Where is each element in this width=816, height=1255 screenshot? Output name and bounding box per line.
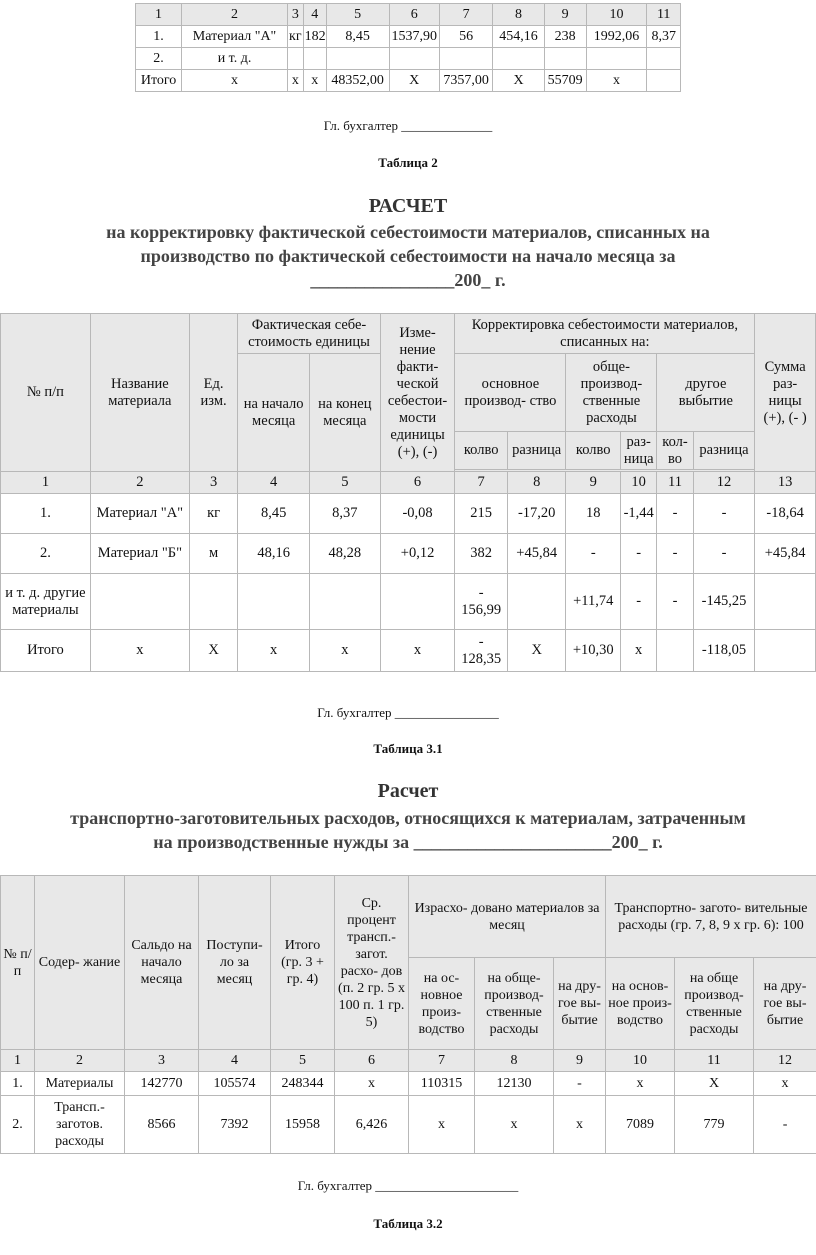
table-cell: -1,44 (621, 494, 657, 534)
table-cell (310, 574, 381, 630)
table-cell (586, 48, 647, 70)
header-diff: разница (507, 432, 566, 470)
table-cell: 1992,06 (586, 26, 647, 48)
table-cell: 8,37 (647, 26, 681, 48)
table-cell: 56 (439, 26, 492, 48)
table-cell: х (606, 1072, 675, 1096)
table-cell: 2. (136, 48, 182, 70)
column-number-row (1, 472, 816, 494)
column-number: 1 (1, 1050, 35, 1072)
column-number: 11 (675, 1050, 754, 1072)
table-row (1, 574, 816, 630)
table-header-cell: 2 (182, 4, 288, 26)
table-header-cell: 6 (389, 4, 439, 26)
table-cell: 1537,90 (389, 26, 439, 48)
table-cell (380, 574, 455, 630)
table-header-cell: 5 (326, 4, 389, 26)
column-number-row (1, 1050, 816, 1072)
table-cell: х (380, 630, 455, 672)
table-cell: -17,20 (507, 494, 566, 534)
header-num: № п/п (1, 314, 91, 472)
header-cost-change: Изме- нение факти- ческой себестои- мости единицы (+), (-) (380, 314, 455, 472)
table-caption: Таблица 3.1 (373, 741, 443, 756)
table-cell (326, 48, 389, 70)
table-cell (90, 574, 189, 630)
header-materials-spent: Израсхо- довано материалов за месяц (409, 876, 606, 958)
table-header-cell: 10 (586, 4, 647, 26)
table-cell: 2. (1, 1096, 35, 1154)
table-row (1, 534, 816, 574)
table-header-cell: 11 (647, 4, 681, 26)
table-cell: Х (507, 630, 566, 672)
table-cell: - (554, 1072, 606, 1096)
header-adjustment: Корректировка себестоимости материалов, списанных на: (455, 314, 755, 354)
subtitle-line: на корректировку фактической себестоимости материалов, списанных на (106, 222, 710, 242)
column-number: 3 (189, 472, 237, 494)
header-main-production: основное производ- ство (455, 354, 566, 432)
table-row (136, 48, 681, 70)
column-number: 1 (1, 472, 91, 494)
table-cell: - (657, 574, 693, 630)
table-cell (238, 574, 310, 630)
table-cell: х (554, 1096, 606, 1154)
column-number: 10 (621, 472, 657, 494)
table-cell: 1. (136, 26, 182, 48)
table-cell: 8,45 (238, 494, 310, 534)
table-cell: 15958 (271, 1096, 335, 1154)
table-cell: - 128,35 (455, 630, 508, 672)
header-avg-percent: Ср. процент трансп.- загот. расхо- дов (п. 2 гр. 5 х 100 п. 1 гр. 5) (335, 876, 409, 1050)
header-other-disposal: другое выбытие (657, 354, 755, 432)
table-cell: -145,25 (693, 574, 755, 630)
column-number: 12 (754, 1050, 816, 1072)
table-cell: Материал "А" (90, 494, 189, 534)
column-number: 9 (554, 1050, 606, 1072)
column-number: 5 (310, 472, 381, 494)
table-cell (544, 48, 586, 70)
table-header-row (136, 4, 681, 26)
chief-accountant-signature: Гл. бухгалтер ______________ (323, 118, 493, 133)
chief-accountant-signature: Гл. бухгалтер ______________________ (297, 1178, 519, 1193)
header-main-production: на ос- новное произ- водство (409, 958, 475, 1050)
table-header-cell: 9 (544, 4, 586, 26)
table-cell: - (693, 534, 755, 574)
table-header-cell: 7 (439, 4, 492, 26)
header-general-production: на обще производ- ственные расходы (675, 958, 754, 1050)
document-subtitle (0, 806, 816, 854)
table-cell: 248344 (271, 1072, 335, 1096)
table-cell: Итого (1, 630, 91, 672)
table-cell: +45,84 (507, 534, 566, 574)
table-cell (755, 574, 816, 630)
table-cell: 182 (303, 26, 326, 48)
table-row (1, 494, 816, 534)
column-number: 7 (409, 1050, 475, 1072)
header-transport-costs: Транспортно- загото- вительные расходы (гр. 7, 8, 9 х гр. 6): 100 (606, 876, 816, 958)
table-cell: - (657, 494, 693, 534)
table-cell: 142770 (125, 1072, 199, 1096)
table-cell: 779 (675, 1096, 754, 1154)
table-cell: - (693, 494, 755, 534)
table-cell: 454,16 (493, 26, 544, 48)
column-number: 5 (271, 1050, 335, 1072)
table-cell: - (754, 1096, 816, 1154)
header-other-disposal: на дру- гое вы- бытие (754, 958, 816, 1050)
header-qty: кол- во (657, 432, 693, 470)
table-row (136, 26, 681, 48)
column-number: 4 (199, 1050, 271, 1072)
table-cell: х (303, 70, 326, 92)
header-general-production: на обще- производ- ственные расходы (475, 958, 554, 1050)
table-cell: Трансп.- заготов. расходы (35, 1096, 125, 1154)
table-cell: 6,426 (335, 1096, 409, 1154)
table-cell: 238 (544, 26, 586, 48)
transport-costs-table (0, 875, 816, 1154)
column-number: 10 (606, 1050, 675, 1072)
table-cell: +45,84 (755, 534, 816, 574)
table-cell: Х (189, 630, 237, 672)
column-number: 8 (507, 472, 566, 494)
table-cell: Итого (136, 70, 182, 92)
table-cell: кг (287, 26, 303, 48)
table-cell: 7089 (606, 1096, 675, 1154)
table-cell: х (90, 630, 189, 672)
table-header-cell: 3 (287, 4, 303, 26)
table-cell: х (586, 70, 647, 92)
header-month-end: на конец месяца (310, 354, 381, 472)
header-unit: Ед. изм. (189, 314, 237, 472)
table-header-cell: 8 (493, 4, 544, 26)
header-received: Поступи- ло за месяц (199, 876, 271, 1050)
table-cell (287, 48, 303, 70)
header-diff: раз- ница (621, 432, 657, 470)
subtitle-line: на производственные нужды за ______________________200_ г. (153, 832, 663, 852)
table-cell: и т. д. другие материалы (1, 574, 91, 630)
header-qty: колво (455, 432, 508, 470)
table-row (1, 1072, 816, 1096)
table-cell: 48,28 (310, 534, 381, 574)
chief-accountant-signature: Гл. бухгалтер ________________ (317, 705, 499, 720)
table-cell: 7357,00 (439, 70, 492, 92)
table-cell: м (189, 534, 237, 574)
table-cell: 215 (455, 494, 508, 534)
header-opening-balance: Сальдо на начало месяца (125, 876, 199, 1050)
table-cell (189, 574, 237, 630)
table-cell: 8566 (125, 1096, 199, 1154)
table-cell: Материалы (35, 1072, 125, 1096)
column-number: 6 (335, 1050, 409, 1072)
table-cell: х (287, 70, 303, 92)
table-cell (647, 48, 681, 70)
column-number: 9 (566, 472, 621, 494)
column-number: 4 (238, 472, 310, 494)
materials-summary-table (135, 3, 681, 92)
table-cell: -118,05 (693, 630, 755, 672)
column-number: 12 (693, 472, 755, 494)
table-row (1, 1096, 816, 1154)
table-cell: 12130 (475, 1072, 554, 1096)
table-cell: - (657, 534, 693, 574)
header-diff: разница (693, 432, 755, 470)
table-cell: х (182, 70, 288, 92)
table-cell: Материал "Б" (90, 534, 189, 574)
table-cell: х (475, 1096, 554, 1154)
header-diff-sum: Сумма раз- ницы (+), (- ) (755, 314, 816, 472)
header-material-name: Название материала (90, 314, 189, 472)
subtitle-line: транспортно-заготовительных расходов, относящихся к материалам, затраченным (70, 808, 746, 828)
cost-adjustment-table (0, 313, 816, 672)
column-number: 11 (657, 472, 693, 494)
header-main-production: на основ- ное произ- водство (606, 958, 675, 1050)
table-cell (439, 48, 492, 70)
table-cell: 48,16 (238, 534, 310, 574)
table-cell: +0,12 (380, 534, 455, 574)
table-cell: +10,30 (566, 630, 621, 672)
table-cell: х (335, 1072, 409, 1096)
table-cell: Х (675, 1072, 754, 1096)
table-cell: 2. (1, 534, 91, 574)
table-cell (647, 70, 681, 92)
table-cell: 1. (1, 1072, 35, 1096)
table-cell: Х (389, 70, 439, 92)
column-number: 2 (90, 472, 189, 494)
column-number: 3 (125, 1050, 199, 1072)
column-number: 13 (755, 472, 816, 494)
table-cell: 8,45 (326, 26, 389, 48)
table-caption: Таблица 3.2 (373, 1216, 443, 1231)
table-cell: - 156,99 (455, 574, 508, 630)
header-num: № п/п (1, 876, 35, 1050)
header-qty: колво (566, 432, 621, 470)
table-cell (755, 630, 816, 672)
table-cell (389, 48, 439, 70)
table-cell: 55709 (544, 70, 586, 92)
table-header-cell: 1 (136, 4, 182, 26)
table-cell: +11,74 (566, 574, 621, 630)
table-cell: 8,37 (310, 494, 381, 534)
header-content: Содер- жание (35, 876, 125, 1050)
table-cell: Х (493, 70, 544, 92)
table-cell: 18 (566, 494, 621, 534)
document-title: Расчет (377, 780, 439, 802)
table-cell: 382 (455, 534, 508, 574)
table-cell: Материал "А" (182, 26, 288, 48)
table-cell: 110315 (409, 1072, 475, 1096)
table-cell: кг (189, 494, 237, 534)
column-number: 6 (380, 472, 455, 494)
table-header-row (1, 314, 816, 354)
header-general-production: обще- производ- ственные расходы (566, 354, 657, 432)
table-cell (507, 574, 566, 630)
table-cell: х (409, 1096, 475, 1154)
table-cell: и т. д. (182, 48, 288, 70)
column-number: 7 (455, 472, 508, 494)
table-cell: 7392 (199, 1096, 271, 1154)
table-cell: - (621, 574, 657, 630)
table-cell (493, 48, 544, 70)
header-other-disposal: на дру- гое вы- бытие (554, 958, 606, 1050)
table-cell: - (566, 534, 621, 574)
table-caption: Таблица 2 (378, 155, 438, 170)
header-month-start: на начало месяца (238, 354, 310, 472)
table-row-total (1, 630, 816, 672)
table-cell: -0,08 (380, 494, 455, 534)
table-row-total (136, 70, 681, 92)
subtitle-line: ________________200_ г. (310, 270, 506, 290)
table-cell: 1. (1, 494, 91, 534)
table-cell (303, 48, 326, 70)
table-cell: х (621, 630, 657, 672)
subtitle-line: производство по фактической себестоимости на начало месяца за (140, 246, 676, 266)
column-number: 2 (35, 1050, 125, 1072)
table-cell: х (310, 630, 381, 672)
table-cell (657, 630, 693, 672)
column-number: 8 (475, 1050, 554, 1072)
table-header-row (1, 876, 816, 958)
table-cell: - (621, 534, 657, 574)
table-cell: 105574 (199, 1072, 271, 1096)
table-cell: -18,64 (755, 494, 816, 534)
document-title: РАСЧЕТ (368, 195, 448, 217)
document-subtitle (0, 220, 816, 292)
header-actual-cost: Фактическая себе- стоимость единицы (238, 314, 380, 354)
table-cell: х (754, 1072, 816, 1096)
table-cell: х (238, 630, 310, 672)
table-cell: 48352,00 (326, 70, 389, 92)
header-total: Итого (гр. 3 + гр. 4) (271, 876, 335, 1050)
table-header-cell: 4 (303, 4, 326, 26)
